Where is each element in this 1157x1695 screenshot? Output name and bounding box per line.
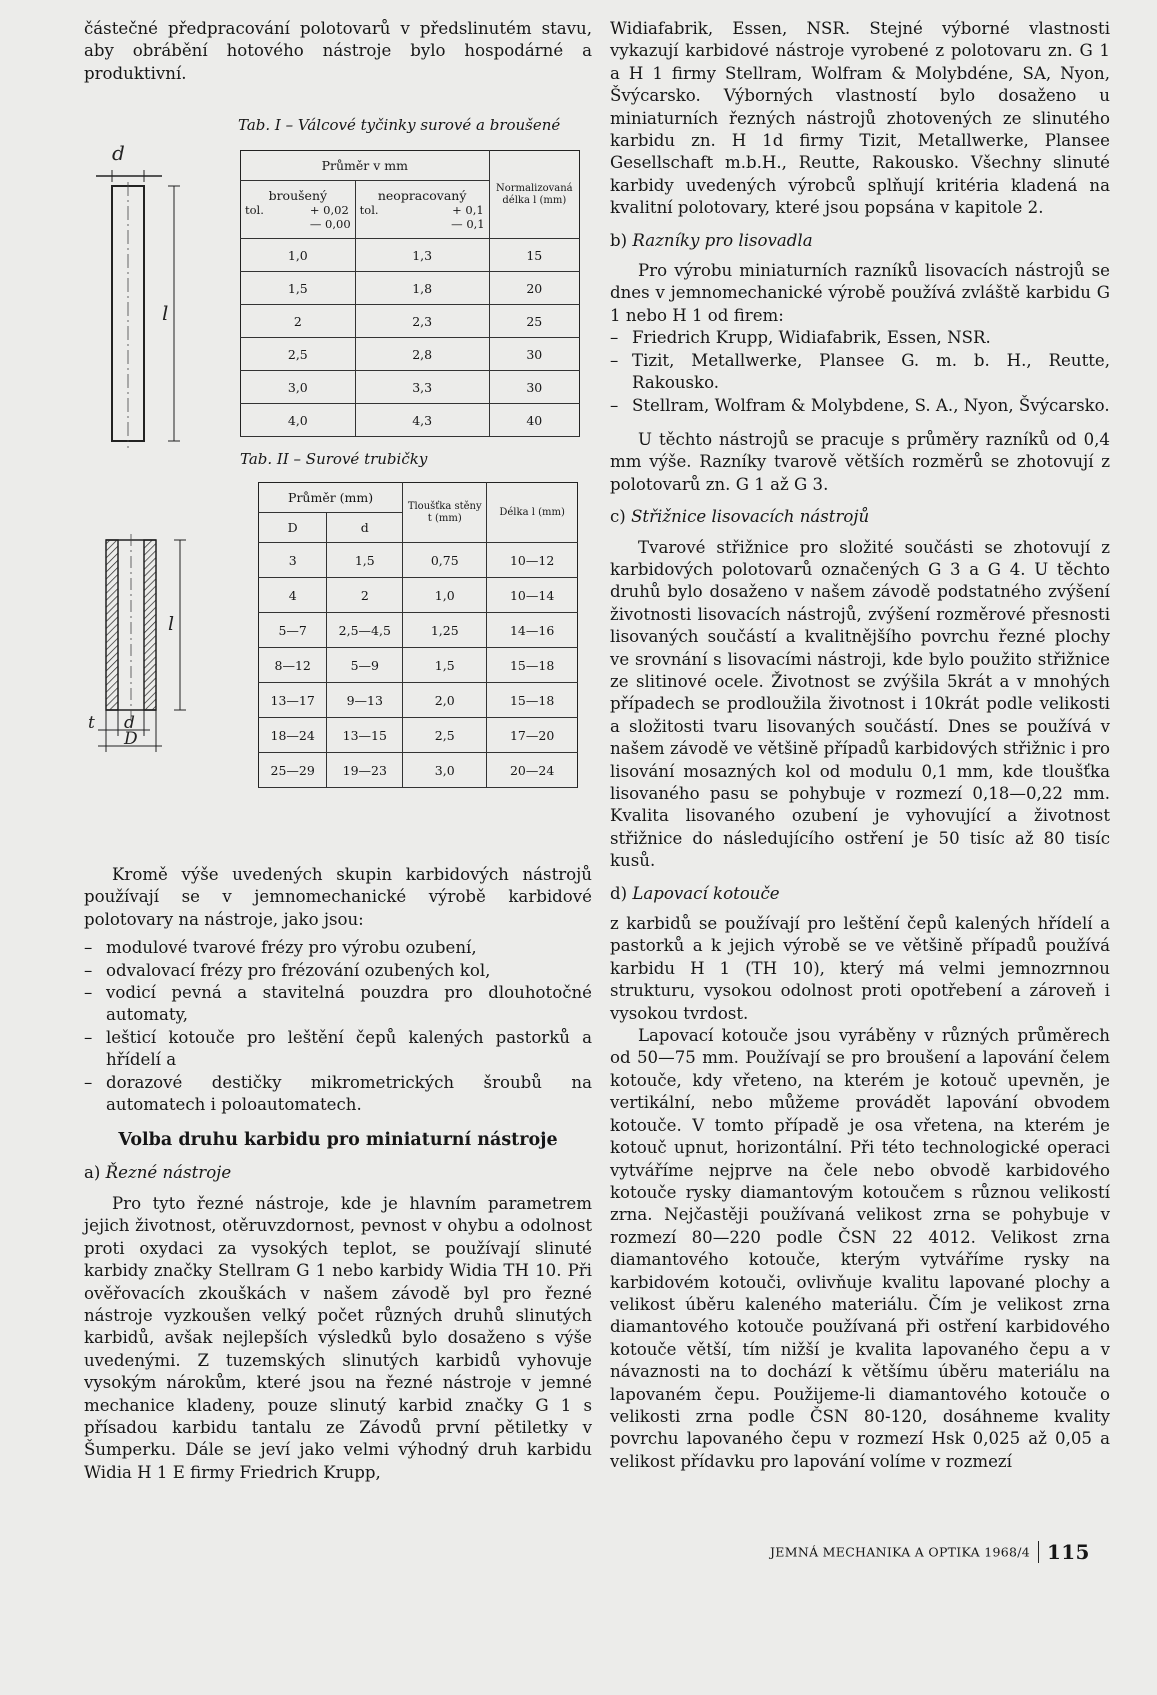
table2-row bbox=[259, 613, 578, 648]
subsection-a-title: Řezné nástroje bbox=[105, 1163, 232, 1183]
subsection-d-paragraph-2: Lapovací kotouče jsou vyráběny v různých průměrech od 50—75 mm. Používají se pro broušení a lapování čelem kotouče, kdy vřeteno, na kterém je kotouč upevněn, je vertikální, nebo můžeme provádět lapování obvodem kotouče. V tomto případě je osa vřetena, na kterém je kotouč upnut, horizontální. Při této technologické operaci vytváříme nejprve na čele nebo obvodě karbidového kotouče rysky diamantovým kotoučem s různou velikostí zrna. Nejčastěji používaná velikost zrna se pohybuje v rozmezí 80—220 podle ČSN 22 4012. Velikost zrna diamantového kotouče, kterým vytváříme rysky na karbidovém kotouči, ovlivňuje kvalitu lapované plochy a velikost úběru kaleného materiálu. Čím je velikost zrna diamantového kotouče používaná při ostření karbidového kotouče větší, tím nižší je kvalita lapovaného čepu a v návaznosti na to dochází k většímu úběru materiálu na lapovaném čepu. Použijeme-li diamantového kotouče o velikosti zrna podle ČSN 80-120, dosáhneme kvality povrchu lapovaného čepu v rozmezí Hsk 0,025 až 0,05 a velikost přídavku pro lapování volíme v rozmezí bbox=[610, 1026, 1110, 1471]
table1-cell: 4,0 bbox=[241, 404, 356, 437]
table1-cell: 20 bbox=[489, 272, 579, 305]
table2-cell: 20—24 bbox=[487, 753, 578, 788]
list-item-text: odvalovací frézy pro frézování ozubených kol, bbox=[106, 960, 491, 980]
table1-cell: 4,3 bbox=[355, 404, 489, 437]
table1-row bbox=[241, 404, 580, 437]
figure-table-area bbox=[84, 110, 592, 850]
table1-col1-tol: + 0,02 — 0,00 bbox=[309, 202, 351, 231]
table1-col1-tol-label: tol. bbox=[245, 202, 264, 217]
table2-row bbox=[259, 578, 578, 613]
table1-cell: 2,3 bbox=[355, 305, 489, 338]
list-item bbox=[610, 350, 1110, 395]
table2-cell: 2,0 bbox=[403, 683, 487, 718]
table1-cell: 30 bbox=[489, 371, 579, 404]
list-item-text: Tizit, Metallwerke, Plansee G. m. b. H., Reutte, Rakousko. bbox=[632, 350, 1110, 393]
list-dash: – bbox=[84, 1027, 93, 1047]
table1-row bbox=[241, 272, 580, 305]
table2-row bbox=[259, 648, 578, 683]
table1-caption: Tab. I – Válcové tyčinky surové a broušené bbox=[238, 116, 561, 134]
table2-cell: 17—20 bbox=[487, 718, 578, 753]
table1-col3-header: Normalizovaná délka l (mm) bbox=[489, 151, 579, 239]
list-item-text: dorazové destičky mikrometrických šroubů na automatech i poloautomatech. bbox=[106, 1072, 592, 1115]
table2-cell: 10—14 bbox=[487, 578, 578, 613]
table2-cell: 19—23 bbox=[327, 753, 403, 788]
list-dash: – bbox=[84, 1072, 93, 1092]
subsection-a-heading bbox=[84, 1162, 592, 1184]
table2 bbox=[258, 482, 578, 788]
subsection-a-paragraph: Pro tyto řezné nástroje, kde je hlavním parametrem jejich životnost, otěruvzdornost, pevnost v ohybu a odolnost proti oxydaci za vysokých teplot, se používají slinuté karbidy značky Stellram G 1 nebo karbidy Widia TH 10. Při ověřovacích zkouškách v našem závodě byl pro řezné nástroje vyzkoušen velký počet různých druhů slinutých karbidů, avšak nejlepších výsledků bylo dosaženo s výše uvedenými. Z tuzemských slinutých karbidů vyhovuje vysokým nárokům, které jsou na řezné nástroje v jemné mechanice kladeny, pouze slinutý karbid značky G 1 s přísadou karbidu tantalu ze Závodů první pětiletky v Šumperku. Dále se jeví jako velmi výhodný druh karbidu Widia H 1 E firmy Friedrich Krupp, bbox=[84, 1193, 592, 1482]
list-item-text: lešticí kotouče pro leštění čepů kalených pastorků a hřídelí a bbox=[106, 1027, 592, 1070]
list-item bbox=[610, 395, 1110, 417]
table2-cell: 4 bbox=[259, 578, 327, 613]
table2-cell: 25—29 bbox=[259, 753, 327, 788]
table1-cell: 1,3 bbox=[355, 239, 489, 272]
table2-cell: 15—18 bbox=[487, 683, 578, 718]
left-tool-list bbox=[84, 937, 592, 1116]
subsection-c-heading bbox=[610, 506, 1110, 528]
table1-col1-label: broušený bbox=[268, 187, 328, 203]
subsection-d-paragraph-1: z karbidů se používají pro leštění čepů kalených hřídelí a pastorků a k jejich výrobě se ve většině případů používá karbidu H 1 (TH 10), který má velmi jemnozrnnou strukturu, vysokou odolnost proti opotřebení a zároveň i vysokou tvrdost. bbox=[610, 914, 1110, 1023]
list-dash: – bbox=[84, 983, 93, 1003]
figure1-label-l: l bbox=[162, 301, 169, 325]
left-top-paragraph: částečné předpracování polotovarů v předslinutém stavu, aby obrábění hotového nástroje bylo hospodárné a produktivní. bbox=[84, 19, 592, 83]
table1 bbox=[240, 150, 580, 437]
subsection-b-paragraph-2: U těchto nástrojů se pracuje s průměry razníků od 0,4 mm výše. Razníky tvarově větších rozměrů se zhotovují z polotovarů zn. G 1 až G 3. bbox=[610, 429, 1110, 494]
subsection-d-heading bbox=[610, 883, 1110, 905]
table1-cell: 30 bbox=[489, 338, 579, 371]
table2-cell: 1,25 bbox=[403, 613, 487, 648]
subsection-a-prefix: a) bbox=[84, 1163, 101, 1183]
table1-col2-tol: + 0,1 — 0,1 bbox=[451, 202, 485, 231]
subsection-b-paragraph: Pro výrobu miniaturních razníků lisovacích nástrojů se dnes v jemnomechanické výrobě používá zvláště karbidu G 1 nebo H 1 od firem: bbox=[610, 261, 1110, 325]
figure2-label-t: t bbox=[88, 713, 95, 733]
table1-cell: 1,0 bbox=[241, 239, 356, 272]
table1-cell: 3,0 bbox=[241, 371, 356, 404]
section-heading: Volba druhu karbidu pro miniaturní nástroje bbox=[118, 1130, 558, 1151]
table2-col4-header: Délka l (mm) bbox=[487, 483, 578, 543]
table1-row bbox=[241, 371, 580, 404]
table2-row bbox=[259, 543, 578, 578]
table1-cell: 2 bbox=[241, 305, 356, 338]
list-dash: – bbox=[610, 328, 619, 348]
list-dash: – bbox=[84, 960, 93, 980]
subsection-c-title: Střižnice lisovacích nástrojů bbox=[631, 507, 870, 527]
subsection-b-prefix: b) bbox=[610, 230, 628, 250]
list-item bbox=[610, 327, 1110, 349]
table2-caption: Tab. II – Surové trubičky bbox=[240, 450, 428, 468]
table1-row bbox=[241, 338, 580, 371]
table2-cell: 18—24 bbox=[259, 718, 327, 753]
table2-group-header: Průměr (mm) bbox=[259, 483, 403, 513]
list-dash: – bbox=[610, 395, 619, 415]
left-column-top bbox=[84, 18, 592, 85]
table2-cell: 2 bbox=[327, 578, 403, 613]
table1-cell: 25 bbox=[489, 305, 579, 338]
list-item bbox=[84, 982, 592, 1027]
list-item-text: vodicí pevná a stavitelná pouzdra pro dlouhotočné automaty, bbox=[106, 983, 592, 1025]
figure-tube-drawing bbox=[84, 530, 204, 760]
table1-row bbox=[241, 305, 580, 338]
table1-cell: 1,5 bbox=[241, 272, 356, 305]
figure2-label-l: l bbox=[168, 613, 175, 635]
list-item-text: modulové tvarové frézy pro výrobu ozubení, bbox=[106, 938, 477, 958]
journal-name: JEMNÁ MECHANIKA A OPTIKA 1968/4 bbox=[770, 1544, 1031, 1560]
table2-col3-header: Tloušťka stěny t (mm) bbox=[403, 483, 487, 543]
left-column-bottom bbox=[84, 864, 592, 1484]
right-paragraph-1: Widiafabrik, Essen, NSR. Stejné výborné vlastnosti vykazují karbidové nástroje vyrobené z polotovaru zn. G 1 a H 1 firmy Stellram, Wolfram & Molybdéne, SA, Nyon, Švýcarsko. Výborných vlastností bylo dosaženo u miniaturních řezných nástrojů zhotovených ze slinutého karbidu zn. H 1d firmy Tizit, Metallwerke, Plansee Gesellschaft m.b.H., Reutte, Rakousko. Všechny slinuté karbidy uvedených výrobců splňují kritéria kladená na kvalitní polotovary, které jsou popsána v kapitole 2. bbox=[610, 19, 1110, 218]
table2-cell: 8—12 bbox=[259, 648, 327, 683]
table2-row bbox=[259, 683, 578, 718]
page-footer bbox=[770, 1540, 1110, 1564]
table2-cell: 2,5 bbox=[403, 718, 487, 753]
table1-body bbox=[241, 239, 580, 437]
list-dash: – bbox=[610, 350, 619, 370]
right-column bbox=[610, 18, 1110, 1473]
subsection-d-prefix: d) bbox=[610, 883, 628, 903]
table2-cell: 1,5 bbox=[327, 543, 403, 578]
table1-cell: 2,5 bbox=[241, 338, 356, 371]
table2-cell: 1,0 bbox=[403, 578, 487, 613]
table2-cell: 13—15 bbox=[327, 718, 403, 753]
table2-cell: 2,5—4,5 bbox=[327, 613, 403, 648]
list-item bbox=[84, 937, 592, 959]
list-item bbox=[84, 960, 592, 982]
table1-col2-label: neopracovaný bbox=[377, 187, 467, 203]
list-item bbox=[84, 1072, 592, 1117]
table1-cell: 15 bbox=[489, 239, 579, 272]
table2-cell: 13—17 bbox=[259, 683, 327, 718]
table2-cell: 5—7 bbox=[259, 613, 327, 648]
table2-cell: 9—13 bbox=[327, 683, 403, 718]
table2-col-D-header: D bbox=[259, 513, 327, 543]
table1-cell: 2,8 bbox=[355, 338, 489, 371]
table1-cell: 1,8 bbox=[355, 272, 489, 305]
list-item bbox=[84, 1027, 592, 1072]
table2-row bbox=[259, 718, 578, 753]
table2-col-d-header: d bbox=[327, 513, 403, 543]
table2-cell: 5—9 bbox=[327, 648, 403, 683]
table2-cell: 1,5 bbox=[403, 648, 487, 683]
table1-col2-tol-label: tol. bbox=[359, 202, 379, 217]
table1-row bbox=[241, 239, 580, 272]
table2-cell: 3 bbox=[259, 543, 327, 578]
footer-divider bbox=[1038, 1541, 1039, 1563]
table2-body bbox=[259, 543, 578, 788]
table1-col2-header bbox=[355, 181, 489, 239]
figure2-label-d: d bbox=[124, 713, 135, 733]
figure1-label-d: d bbox=[112, 141, 125, 165]
subsection-b-title: Razníky pro lisovadla bbox=[632, 230, 813, 250]
subsection-b-heading bbox=[610, 230, 1110, 252]
page-number: 115 bbox=[1047, 1540, 1090, 1564]
list-item-text: Friedrich Krupp, Widiafabrik, Essen, NSR. bbox=[632, 328, 991, 348]
table2-cell: 10—12 bbox=[487, 543, 578, 578]
table1-group-header: Průměr v mm bbox=[241, 151, 490, 181]
list-dash: – bbox=[84, 938, 93, 958]
table2-cell: 3,0 bbox=[403, 753, 487, 788]
table2-row bbox=[259, 753, 578, 788]
table2-cell: 15—18 bbox=[487, 648, 578, 683]
subsection-d-title: Lapovací kotouče bbox=[632, 883, 780, 903]
table1-cell: 40 bbox=[489, 404, 579, 437]
table2-cell: 0,75 bbox=[403, 543, 487, 578]
figure-rod-drawing bbox=[84, 130, 194, 460]
subsection-c-paragraph: Tvarové střižnice pro složité součásti se zhotovují z karbidových polotovarů označených G 3 a G 4. U těchto druhů bylo dosaženo v našem závodě podstatného zvýšení životnosti lisovacích nástrojů, zvýšení rozměrové přesnosti lisovaných součástí a kvalitnějšího povrchu řezné plochy ve srovnání s lisovacími nástroji, kde bylo použito střižnice ze slitinové ocele. Životnost se zvýšila 5krát a v mnohých případech se prodloužila životnost i 10krát podle velikosti a složitosti tvaru lisovaných součástí. Dnes se používá v našem závodě ve většině případů karbidových střižnic i pro lisování mosazných kol od modulu 0,1 mm, kde tloušťka lisovaného pasu se pohybuje v rozmezí 0,18—0,22 mm. Kvalita lisovaného ozubení je vyhovující a životnost střižnice do následujícího ostření je 50 tisíc až 80 tisíc kusů. bbox=[610, 537, 1110, 871]
left-intro-paragraph: Kromě výše uvedených skupin karbidových nástrojů používají se v jemnomechanické výrobě karbidové polotovary na nástroje, jako jsou: bbox=[84, 865, 592, 929]
table1-cell: 3,3 bbox=[355, 371, 489, 404]
table1-col1-header bbox=[241, 181, 356, 239]
manufacturer-list bbox=[610, 327, 1110, 417]
figure2-label-D: D bbox=[124, 729, 138, 749]
list-item-text: Stellram, Wolfram & Molybdene, S. A., Nyon, Švýcarsko. bbox=[632, 395, 1110, 415]
subsection-c-prefix: c) bbox=[610, 507, 626, 527]
table2-cell: 14—16 bbox=[487, 613, 578, 648]
